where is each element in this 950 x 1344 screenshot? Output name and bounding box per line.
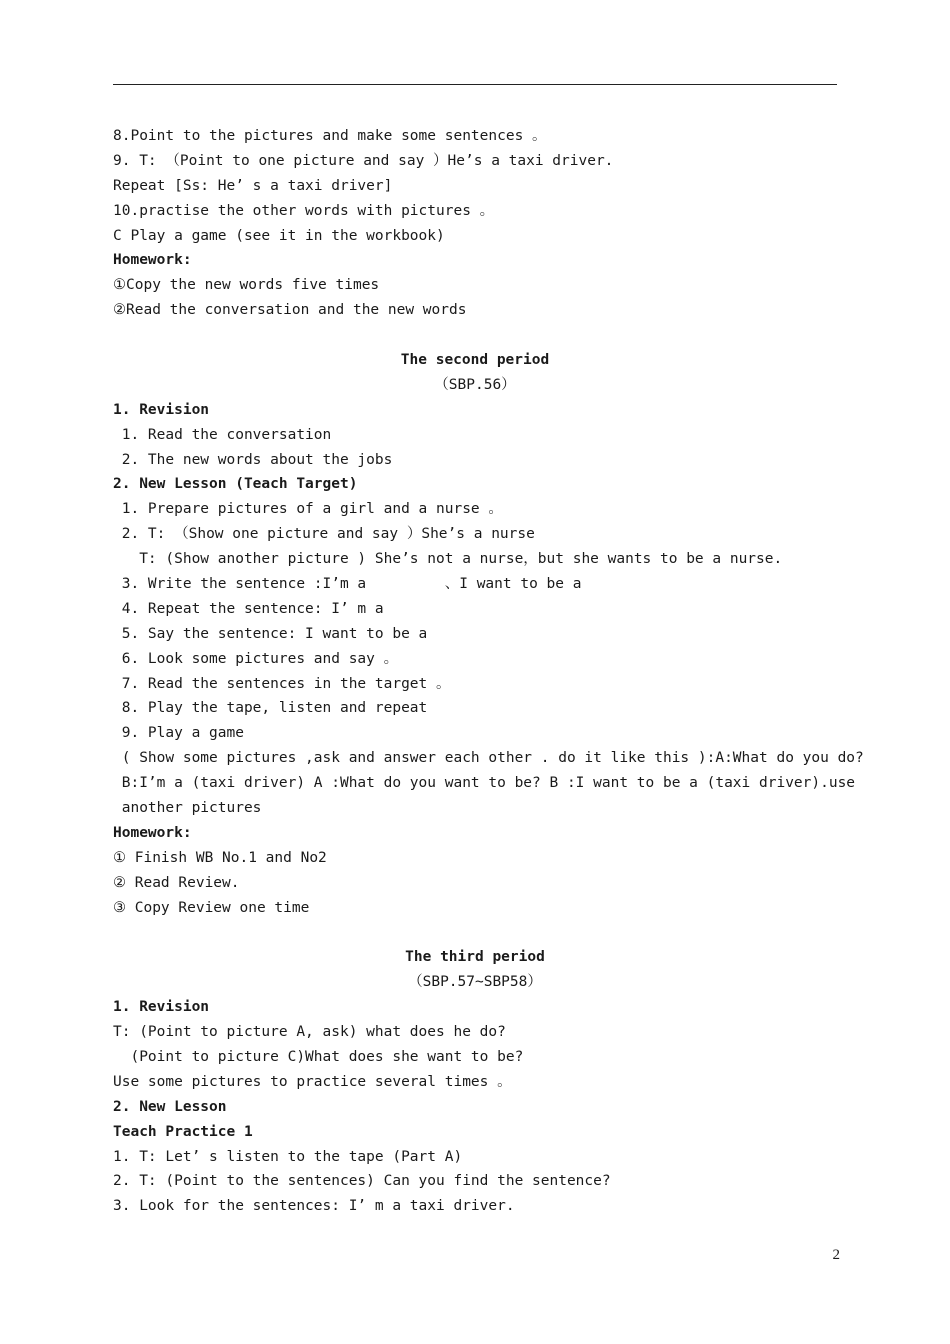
text-line: 2. The new words about the jobs bbox=[113, 451, 393, 468]
text-line: Repeat [Ss: He’ s a taxi driver] bbox=[113, 177, 393, 194]
heading-line: The third period bbox=[405, 949, 545, 966]
heading-line: The second period bbox=[400, 352, 550, 369]
text-line: （SBP.57~SBP58） bbox=[408, 974, 542, 991]
text-line: T: (Show another picture ) She’s not a nurse，but she wants to be a nurse. bbox=[113, 551, 783, 568]
heading-line: 2. New Lesson bbox=[113, 1098, 227, 1115]
text-line: （SBP.56） bbox=[434, 376, 516, 393]
text-line: 10.practise the other words with pictures 。 bbox=[113, 202, 495, 219]
text-line: 9. Play a game bbox=[113, 725, 244, 742]
header-rule bbox=[113, 84, 837, 85]
text-line: 1. T: Let’ s listen to the tape (Part A) bbox=[113, 1148, 463, 1165]
text-line: (Point to picture C)What does she want to be? bbox=[113, 1048, 524, 1065]
text-line: B:I’m a (taxi driver) A :What do you want to be? B :I want to be a (taxi driver).use bbox=[113, 775, 856, 792]
text-line: 9. T: （Point to one picture and say ）He’s a taxi driver. bbox=[113, 152, 614, 169]
text-line: 1. Read the conversation bbox=[113, 426, 332, 443]
heading-line: Teach Practice 1 bbox=[113, 1123, 253, 1140]
blank-line bbox=[113, 921, 843, 946]
heading-line: 2. New Lesson (Teach Target) bbox=[113, 476, 358, 493]
text-line: ②Read the conversation and the new words bbox=[113, 302, 467, 319]
text-line: 8.Point to the pictures and make some sentences 。 bbox=[113, 128, 547, 144]
text-line: 8. Play the tape, listen and repeat bbox=[113, 700, 428, 717]
text-line: 7. Read the sentences in the target 。 bbox=[113, 675, 451, 692]
text-line: Use some pictures to practice several times 。 bbox=[113, 1073, 512, 1090]
text-line: ①Copy the new words five times bbox=[113, 277, 380, 294]
text-line: 1. Prepare pictures of a girl and a nurse 。 bbox=[113, 501, 503, 518]
text-line: ③ Copy Review one time bbox=[113, 899, 310, 916]
text-line: ② Read Review. bbox=[113, 874, 240, 891]
text-line: ( Show some pictures ,ask and answer each other . do it like this ):A:What do you do? bbox=[113, 750, 864, 767]
text-line: another pictures bbox=[113, 800, 262, 817]
heading-line: Homework: bbox=[113, 252, 192, 269]
heading-line: 1. Revision bbox=[113, 401, 210, 418]
heading-line: 1. Revision bbox=[113, 999, 210, 1016]
document-body bbox=[113, 124, 864, 1219]
page-number: 2 bbox=[832, 1247, 840, 1263]
text-line: 6. Look some pictures and say 。 bbox=[113, 650, 399, 667]
text-line: T: (Point to picture A, ask) what does he do? bbox=[113, 1024, 506, 1041]
text-line: C Play a game (see it in the workbook) bbox=[113, 227, 445, 244]
text-line: 4. Repeat the sentence: I’ m a bbox=[113, 600, 384, 617]
text-line: ① Finish WB No.1 and No2 bbox=[113, 849, 327, 866]
text-line: 5. Say the sentence: I want to be a bbox=[113, 625, 428, 642]
text-line: 3. Look for the sentences: I’ m a taxi driver. bbox=[113, 1198, 515, 1215]
blank-line bbox=[113, 323, 843, 348]
text-line: 2. T: （Show one picture and say ）She’s a nurse bbox=[113, 526, 535, 543]
heading-line: Homework: bbox=[113, 824, 192, 841]
text-line: 3. Write the sentence :I’m a 、I want to be a bbox=[113, 576, 582, 593]
text-line: 2. T: (Point to the sentences) Can you find the sentence? bbox=[113, 1173, 611, 1190]
